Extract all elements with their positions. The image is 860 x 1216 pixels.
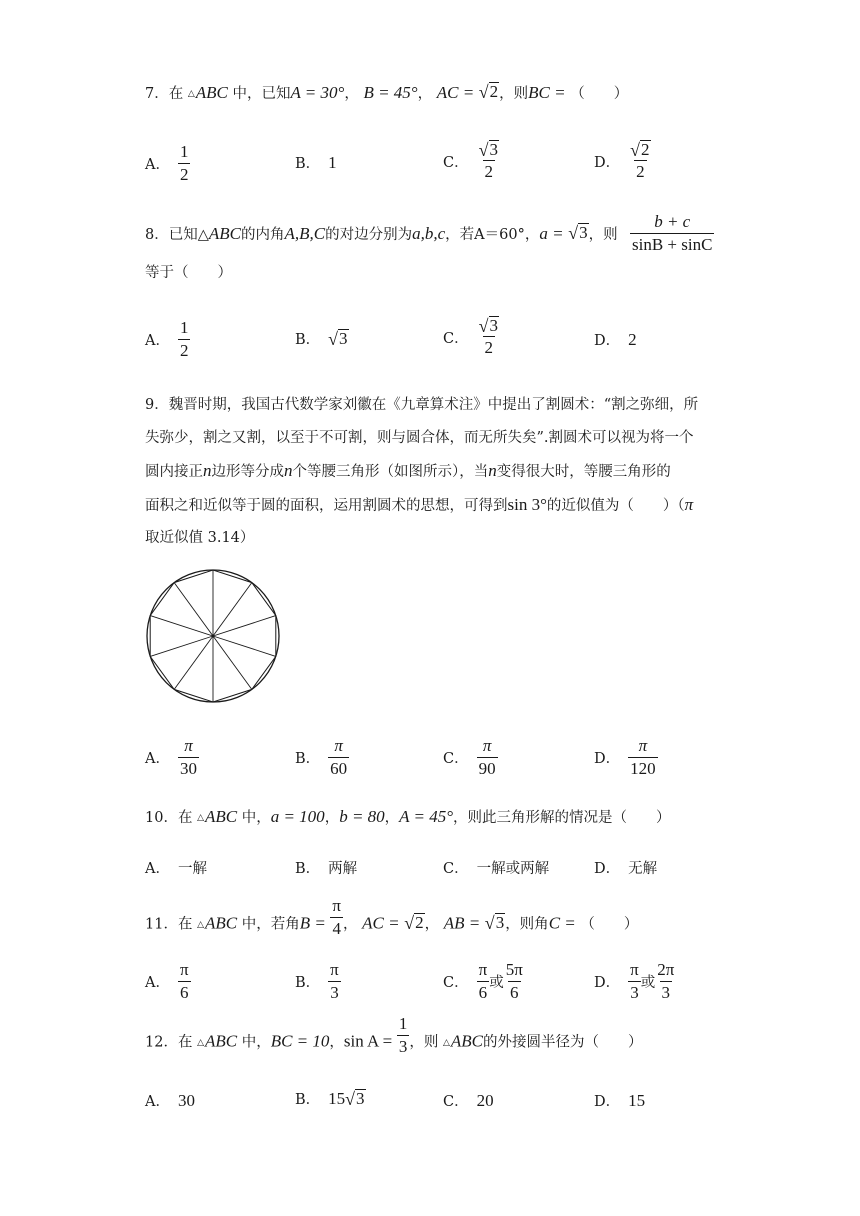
q12-option-d[interactable] xyxy=(594,1090,645,1111)
fraction xyxy=(330,896,343,939)
option-value: 1 xyxy=(328,152,337,172)
q8-triangle-name: ABC xyxy=(208,224,241,243)
q11-condition-ab: AB = xyxy=(443,913,481,933)
denominator: 3 xyxy=(330,983,339,1002)
q7-stem xyxy=(145,82,628,104)
numerator: π xyxy=(330,960,339,979)
q9-text-3c: 个等腰三角形（如图所示），当 xyxy=(292,464,489,480)
option-value: 一解或两解 xyxy=(476,861,550,877)
option-value: 30 xyxy=(177,1090,195,1110)
or-connector: 或 xyxy=(640,975,656,991)
q12-triangle-name: ABC xyxy=(204,1031,238,1051)
radicand: 3 xyxy=(339,329,348,348)
option-label: A． xyxy=(145,1094,170,1110)
q12-text-4: 的外接圆半径为（ ） xyxy=(482,1034,643,1051)
q8-option-c[interactable] xyxy=(443,316,501,358)
q11-number: 11． xyxy=(145,916,178,933)
q10-number: 10． xyxy=(145,810,178,826)
numerator: √ 2 xyxy=(630,140,650,160)
q10-text-2: 中， xyxy=(241,810,271,826)
q10-condition-angle: A = 45° xyxy=(399,807,454,826)
denominator: 120 xyxy=(630,759,656,778)
q12-condition-bc: BC = 10 xyxy=(270,1031,330,1051)
denominator: 3 xyxy=(630,983,639,1002)
q9-option-a[interactable] xyxy=(145,736,199,779)
q8-sqrt: √ 3 xyxy=(568,223,588,243)
numerator: π xyxy=(638,736,648,755)
q7-answer-blank: （ ） xyxy=(570,86,629,102)
q9-text-5: 取近似值 3.14） xyxy=(145,530,255,546)
q8-option-b[interactable] xyxy=(295,328,349,349)
q11-sep-1: ， xyxy=(343,916,358,933)
denominator: 2 xyxy=(179,341,189,360)
q7-option-b[interactable] xyxy=(295,152,337,173)
triangle-icon: △ xyxy=(442,1037,450,1048)
numerator: π xyxy=(184,736,193,755)
numerator: π xyxy=(332,896,342,915)
q9-option-d[interactable] xyxy=(594,736,658,779)
fraction xyxy=(477,960,490,1003)
coefficient: 15 xyxy=(328,1088,346,1108)
radicand: 3 xyxy=(489,316,498,335)
q12-option-a[interactable] xyxy=(145,1090,195,1111)
q10-condition-a: a = 100 xyxy=(270,807,325,826)
q7-radicand: 2 xyxy=(489,82,499,101)
q9-text-3d: 变得很大时，等腰三角形的 xyxy=(496,464,671,480)
option-label: A． xyxy=(145,333,170,349)
q8-option-d[interactable] xyxy=(594,329,637,350)
q10-option-a[interactable] xyxy=(145,857,207,878)
radicand: 3 xyxy=(356,1089,365,1108)
option-label: A． xyxy=(145,157,170,173)
inscribed-decagon-figure xyxy=(143,566,283,706)
q9-text-2: 失弥少，割之又割，以至于不可割，则与圆合体，而无所失矣”.割圆术可以视为将一个 xyxy=(145,430,694,446)
option-label: D． xyxy=(594,1094,621,1110)
option-label: B． xyxy=(295,861,321,877)
numerator: 2π xyxy=(657,960,675,979)
fraction xyxy=(655,960,676,1003)
fraction xyxy=(477,736,498,779)
q9-text-3b: 边形等分成 xyxy=(211,464,284,480)
q9-text-4a: 面积之和近似等于圆的面积，运用割圆术的思想，可得到 xyxy=(145,498,508,514)
q11-answer-blank: （ ） xyxy=(580,916,639,933)
q9-option-b[interactable] xyxy=(295,736,349,779)
q9-stem-line2 xyxy=(145,428,694,448)
q8-angles: A,B,C xyxy=(284,224,326,243)
radius-line xyxy=(150,616,213,636)
option-label: C． xyxy=(443,975,469,991)
q8-stem-line2 xyxy=(145,263,232,283)
q7-text-2: 中，已知 xyxy=(232,86,291,102)
option-label: C． xyxy=(443,751,469,767)
sqrt: √ 2 xyxy=(404,912,424,933)
fraction xyxy=(477,316,501,358)
q8-option-a[interactable] xyxy=(145,318,190,361)
q12-number: 12． xyxy=(145,1034,178,1051)
option-label: D． xyxy=(594,333,621,349)
denominator: 2 xyxy=(179,165,189,184)
numerator: b + c xyxy=(654,212,691,231)
q10-option-b[interactable] xyxy=(295,857,357,878)
q12-option-b[interactable] xyxy=(295,1088,366,1109)
q7-ask: BC = xyxy=(528,83,566,102)
denominator: 90 xyxy=(478,759,496,778)
q10-triangle-name: ABC xyxy=(204,807,238,826)
fraction xyxy=(628,140,652,182)
fraction xyxy=(504,960,525,1003)
q12-sep: ， xyxy=(329,1034,344,1051)
q9-text-4b: 的近似值为（ ）（ xyxy=(546,498,685,514)
numerator: 1 xyxy=(398,1014,408,1033)
or-connector: 或 xyxy=(489,975,504,991)
q12-triangle-name: ABC xyxy=(450,1031,483,1051)
fraction xyxy=(328,736,349,779)
denominator: 2 xyxy=(636,162,645,181)
numerator: 1 xyxy=(179,142,189,161)
radicand: 3 xyxy=(489,140,498,159)
numerator: 5π xyxy=(505,960,523,979)
option-label: B． xyxy=(295,975,321,991)
q7-option-d[interactable] xyxy=(594,140,653,182)
q11-sep-2: ， xyxy=(424,916,440,933)
q9-var-n: n xyxy=(488,461,497,480)
denominator: 6 xyxy=(478,983,488,1002)
option-value: 无解 xyxy=(628,861,658,877)
q10-sep-1: ， xyxy=(324,810,340,826)
q12-sin-a: sin A = xyxy=(343,1031,393,1051)
q11-triangle-name: ABC xyxy=(204,913,238,933)
q9-pi: π xyxy=(684,495,694,514)
option-value: 15 xyxy=(628,1090,646,1110)
option-value: 两解 xyxy=(328,861,358,877)
denominator: sinB + sinC xyxy=(632,235,713,254)
fraction xyxy=(628,960,641,1003)
q8-radicand: 3 xyxy=(579,223,588,242)
option-value: 20 xyxy=(476,1090,494,1110)
q11-condition-b: B = xyxy=(299,913,326,933)
option-label: B． xyxy=(295,751,321,767)
q10-option-c[interactable] xyxy=(443,857,549,878)
fraction xyxy=(178,318,191,361)
q8-text-5: ，则 xyxy=(588,227,618,243)
q7-sep-2: ， xyxy=(417,86,433,102)
option-value: 2 xyxy=(628,329,637,349)
numerator: π xyxy=(179,960,189,979)
q9-sin-expression: sin 3° xyxy=(507,495,547,514)
q8-text-6: 等于（ ） xyxy=(145,265,232,281)
numerator: 1 xyxy=(179,318,189,337)
q10-condition-b: b = 80 xyxy=(339,807,385,826)
q11-condition-ac: AC = xyxy=(362,913,400,933)
q12-option-c[interactable] xyxy=(443,1090,494,1111)
q11-text-3: ，则角 xyxy=(505,916,549,933)
q9-text-1: 9．魏晋时期，我国古代数学家刘徽在《九章算术注》中提出了割圆术：“割之弥细，所 xyxy=(145,397,699,413)
q11-option-d[interactable] xyxy=(594,960,676,1003)
radius-line xyxy=(174,583,213,636)
radius-line xyxy=(213,583,252,636)
q10-option-d[interactable] xyxy=(594,857,657,878)
fraction xyxy=(477,140,501,182)
fraction xyxy=(628,736,658,779)
radius-line xyxy=(213,636,252,689)
q11-text-2: 中，若角 xyxy=(241,916,300,933)
option-label: C． xyxy=(443,330,469,347)
numerator: √ 3 xyxy=(478,140,498,160)
q12-text-2: 中， xyxy=(241,1034,271,1051)
q8-text-2: 的内角 xyxy=(241,227,285,243)
q11-option-b[interactable] xyxy=(295,960,341,1003)
numerator: π xyxy=(482,736,492,755)
q9-stem-line3 xyxy=(145,461,671,482)
sqrt: √ 3 xyxy=(484,912,505,933)
option-label: C． xyxy=(443,861,469,877)
q9-option-c[interactable] xyxy=(443,736,498,779)
q12-stem xyxy=(145,1014,643,1057)
sqrt: √ 3 xyxy=(345,1089,365,1109)
q7-text-1: 在 xyxy=(168,86,184,102)
q8-text-1: 已知△ xyxy=(168,227,209,243)
radius-line xyxy=(213,616,276,636)
q9-var-n: n xyxy=(284,461,293,480)
q9-stem-line5 xyxy=(145,528,254,548)
q12-text-1: 在 xyxy=(177,1034,193,1051)
q11-text-1: 在 xyxy=(177,916,193,933)
triangle-icon: △ xyxy=(197,813,204,823)
q7-option-a[interactable] xyxy=(145,142,190,185)
radicand: 2 xyxy=(641,140,650,159)
denominator: 30 xyxy=(179,759,197,778)
denominator: 2 xyxy=(484,338,494,357)
radius-line xyxy=(213,636,276,656)
q8-text-4: ，若 xyxy=(445,227,475,243)
option-label: A． xyxy=(145,751,170,767)
q7-triangle-name: ABC xyxy=(195,83,228,102)
q9-var-n: n xyxy=(203,461,212,480)
option-label: B． xyxy=(295,332,321,348)
option-label: C． xyxy=(443,154,469,171)
numerator: π xyxy=(478,960,488,979)
q12-text-3: ，则 xyxy=(409,1034,439,1051)
fraction xyxy=(178,736,199,779)
q8-text-3: 的对边分别为 xyxy=(325,227,413,243)
q7-number: 7． xyxy=(145,86,169,102)
option-label: D． xyxy=(594,154,621,171)
triangle-icon: △ xyxy=(197,919,204,930)
denominator: 3 xyxy=(661,983,671,1002)
radius-line xyxy=(150,636,213,656)
denominator: 6 xyxy=(510,983,519,1002)
q10-stem xyxy=(145,807,671,828)
q11-ask: C = xyxy=(548,913,576,933)
q11-option-c[interactable] xyxy=(443,960,525,1003)
fraction xyxy=(178,960,191,1003)
q8-number: 8． xyxy=(145,227,169,243)
q7-sep-1: ， xyxy=(344,86,359,102)
fraction xyxy=(178,142,191,185)
option-label: D． xyxy=(594,975,621,991)
q8-condition-a: A＝60° xyxy=(474,227,525,243)
denominator: 6 xyxy=(180,983,189,1002)
sqrt: √ 3 xyxy=(328,329,348,349)
option-value: 一解 xyxy=(177,861,207,877)
radicand: 3 xyxy=(495,912,505,932)
denominator: 2 xyxy=(484,162,494,181)
q9-stem-line4 xyxy=(145,495,693,516)
q7-text-3: ，则 xyxy=(499,86,529,102)
triangle-icon: △ xyxy=(197,1037,204,1048)
q8-stem xyxy=(145,223,618,245)
q11-option-a[interactable] xyxy=(145,960,191,1003)
q9-stem-line1 xyxy=(145,395,698,415)
option-label: D． xyxy=(594,861,621,877)
option-label: A． xyxy=(145,861,170,877)
fraction xyxy=(397,1014,410,1057)
option-label: B． xyxy=(295,156,321,172)
q7-option-c[interactable] xyxy=(443,140,501,182)
radius-line xyxy=(174,636,213,689)
denominator: 60 xyxy=(330,759,348,778)
denominator: 4 xyxy=(332,919,341,938)
triangle-icon: △ xyxy=(187,89,195,99)
option-label: D． xyxy=(594,751,621,767)
q9-text-3a: 圆内接正 xyxy=(145,464,203,480)
option-label: C． xyxy=(443,1094,469,1110)
fraction xyxy=(328,960,341,1003)
q7-condition-a: A = 30° xyxy=(290,83,345,102)
q8-ratio-fraction xyxy=(630,212,714,255)
numerator: √ 3 xyxy=(478,316,498,336)
q8-sides: a,b,c xyxy=(412,224,446,243)
q7-sqrt: √ 2 xyxy=(478,82,499,102)
q8-side-a: a = xyxy=(539,224,564,243)
numerator: π xyxy=(630,960,639,979)
radicand: 2 xyxy=(415,912,424,932)
q7-condition-ac: AC = xyxy=(436,83,475,102)
denominator: 3 xyxy=(398,1037,408,1056)
q10-text-1: 在 xyxy=(177,810,193,826)
q10-text-3: ，则此三角形解的情况是（ ） xyxy=(453,810,671,826)
fraction xyxy=(630,212,714,255)
q7-condition-b: B = 45° xyxy=(363,83,418,102)
q11-stem xyxy=(145,896,639,939)
q8-sep: ， xyxy=(524,227,540,243)
option-label: B． xyxy=(295,1092,321,1108)
numerator: π xyxy=(334,736,343,755)
option-label: A． xyxy=(145,975,170,991)
q10-sep-2: ， xyxy=(384,810,400,826)
